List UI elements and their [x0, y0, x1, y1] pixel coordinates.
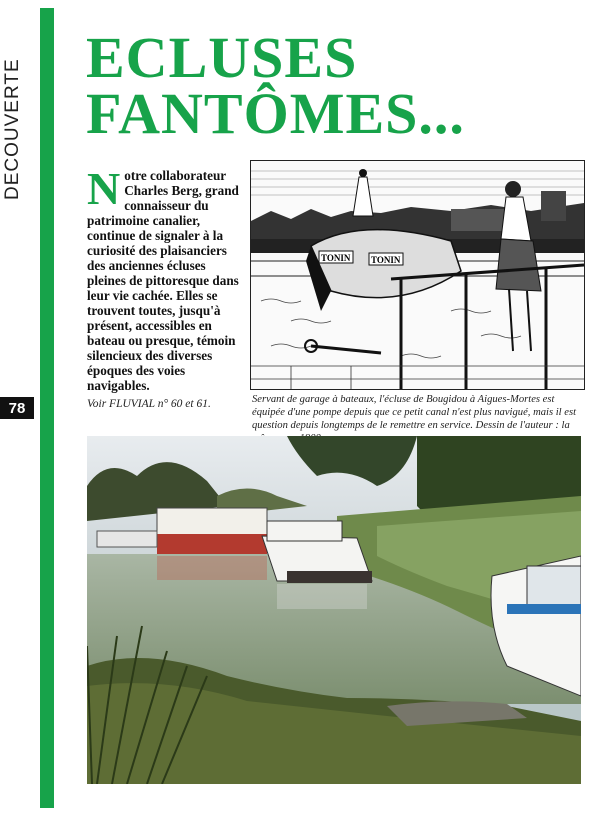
boat-label-1: TONIN [321, 253, 351, 263]
photo-caption: Servant de garage à bateaux, l'écluse de Bougidou à Aigues-Mortes est équipée d'une pompe depuis que ce petit canal n'est plus navigué, mais il est question depuis longtemps de le remettre en service. Dessin de l'auteur : la [252, 394, 577, 431]
reference-note: Voir FLUVIAL n° 60 et 61. [87, 398, 211, 410]
intro-paragraph [87, 163, 245, 393]
boat-label-2: TONIN [371, 255, 401, 265]
green-vertical-rule [40, 8, 54, 808]
lock-drawing-illustration [250, 160, 585, 390]
title-line-2: FANTÔMES... [86, 81, 465, 146]
canal-photograph [87, 436, 581, 784]
title-line-1: ECLUSES [86, 25, 358, 90]
intro-text: otre collaborateur Charles Berg, grand connaisseur du patrimoine canalier, continue de signaler à la curiosité des plaisanciers des anciennes écluses pleines de pittoresque dans leur vie cachée. Elles se trouvent toutes, jusqu'à présent, accessibles en bateau ou presque, témoin silencieux des diverses époques des voies navigables. [87, 168, 239, 393]
drawing-svg [251, 161, 584, 389]
section-label: DECOUVERTE [2, 58, 23, 200]
photo-svg [87, 436, 581, 784]
page-number: 78 [0, 397, 34, 419]
drop-cap: N [87, 163, 121, 214]
article-title [86, 25, 586, 146]
